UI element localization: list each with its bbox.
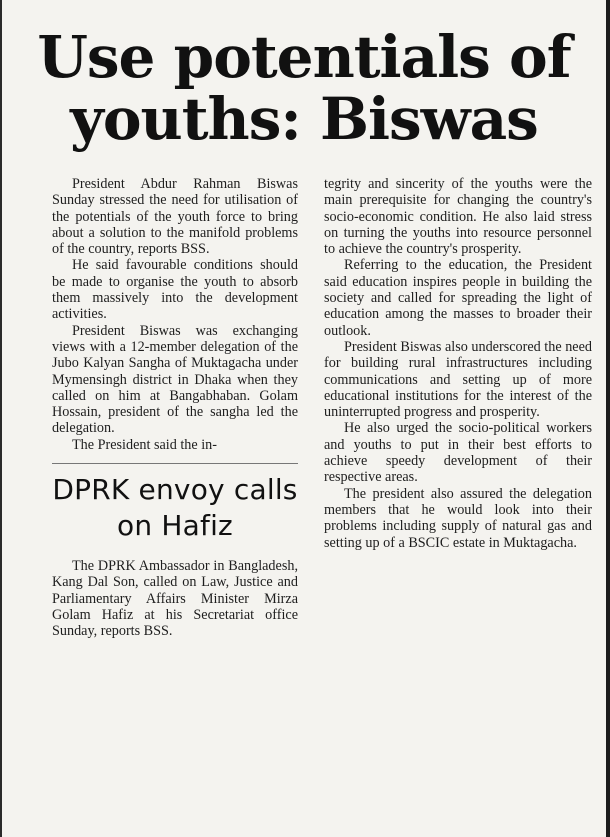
article-1-column-1	[52, 176, 298, 453]
article-paragraph: The DPRK Ambassador in Bangladesh, Kang Dal Son, called on Law, Justice and Parliamentary Affairs Minister Mirza Golam Hafiz at his Secretariat office Sunday, reports BSS.	[52, 558, 298, 640]
main-headline: Use potentials of youths: Biswas	[37, 23, 571, 153]
secondary-headline: DPRK envoy calls on Hafiz	[52, 473, 298, 543]
article-paragraph: tegrity and sincerity of the youths were the main prerequisite for changing the country's socio-economic condition. He also laid stress on turning the youths into resource personnel to achieve the country's prosperity.	[324, 176, 592, 258]
column-divider-rule	[52, 463, 298, 464]
article-paragraph: Referring to the education, the President said education inspires people in building the society and called for spreading the light of education among the masses to broader their outlook.	[324, 257, 592, 339]
article-paragraph: The president also assured the delegation members that he would look into their problems including supply of natural gas and setting up of a BSCIC estate in Muktagacha.	[324, 485, 592, 551]
article-paragraph: President Biswas was exchanging views with a 12-member delegation of the Jubo Kalyan Sangha of Muktagacha under Mymensingh district in Dhaka when they called on him at Bangabhaban. Golam Hossain, president of the sangha led the delegation.	[52, 322, 298, 437]
article-paragraph: The President said the in-	[72, 436, 217, 453]
article-paragraph: He said favourable conditions should be made to organise the youth to absorb them massively into the development activities.	[52, 257, 298, 323]
article-2-body	[52, 558, 298, 639]
article-1-column-2	[324, 176, 592, 551]
article-paragraph: He also urged the socio-political workers and youths to put in their best efforts to achieve speedy development of their respective areas.	[324, 420, 592, 486]
article-columns	[52, 176, 592, 640]
left-column	[52, 176, 298, 640]
article-paragraph: President Biswas also underscored the need for building rural infrastructures including communications and setting up of more educational institutions for the interest of the uninterrupted progress and prosperity.	[324, 338, 592, 421]
article-paragraph: President Abdur Rahman Biswas Sunday stressed the need for utilisation of the potentials of the youth force to bring about a solution to the manifold problems of the country, reports BSS.	[52, 176, 298, 258]
right-column	[324, 176, 592, 640]
